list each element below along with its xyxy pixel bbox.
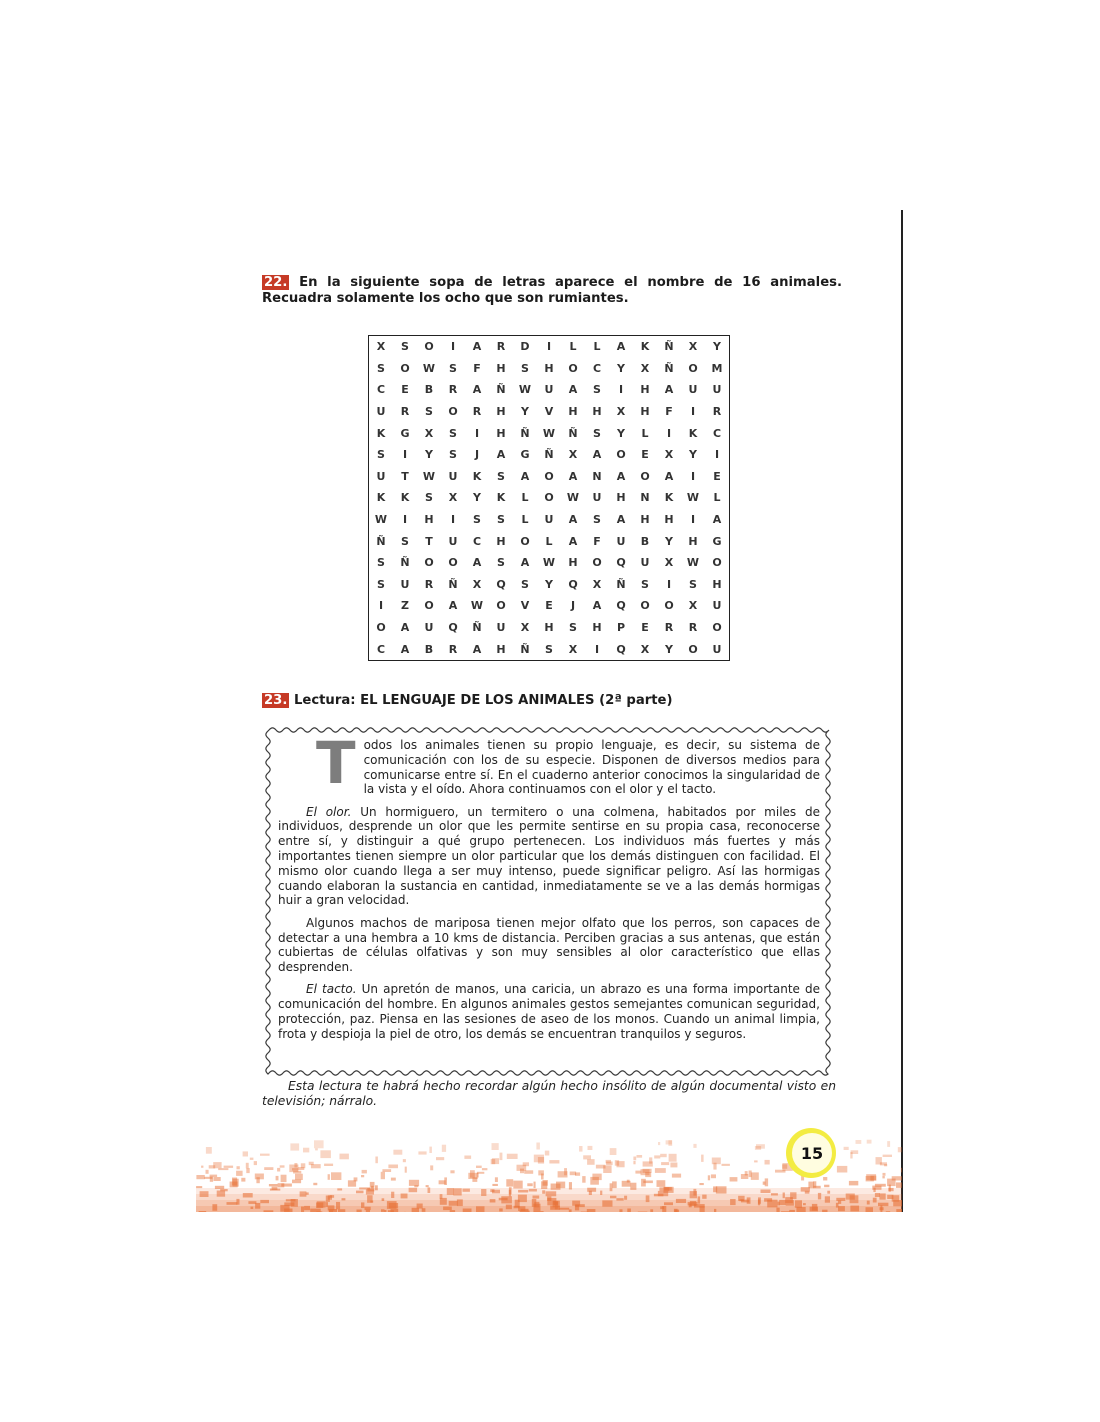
grid-letter[interactable]: L xyxy=(521,491,529,505)
grid-letter[interactable]: M xyxy=(711,361,723,375)
grid-letter[interactable]: H xyxy=(568,556,578,570)
grid-letter[interactable]: R xyxy=(424,577,434,591)
grid-letter[interactable]: I xyxy=(690,405,696,419)
grid-letter[interactable]: S xyxy=(521,361,529,375)
grid-letter[interactable]: O xyxy=(592,556,602,570)
grid-letter[interactable]: X xyxy=(688,599,698,613)
grid-letter[interactable]: W xyxy=(566,491,580,505)
grid-letter[interactable]: G xyxy=(712,534,722,548)
grid-letter[interactable]: O xyxy=(424,556,434,570)
grid-letter[interactable]: R xyxy=(712,405,722,419)
grid-letter[interactable]: S xyxy=(545,642,553,656)
grid-letter[interactable]: F xyxy=(665,405,673,419)
grid-letter[interactable]: H xyxy=(496,534,506,548)
grid-letter[interactable]: I xyxy=(690,513,696,527)
grid-letter[interactable]: O xyxy=(448,405,458,419)
grid-letter[interactable]: A xyxy=(472,383,482,397)
grid-letter[interactable]: H xyxy=(640,405,650,419)
grid-letter[interactable]: L xyxy=(641,426,649,440)
grid-letter[interactable]: Ñ xyxy=(544,448,554,462)
page-number: 15 xyxy=(792,1133,832,1173)
reading-paragraph-tacto xyxy=(278,982,820,1041)
grid-letter[interactable]: I xyxy=(666,577,672,591)
grid-letter[interactable]: S xyxy=(641,577,649,591)
exercise-23-number: 23. xyxy=(264,693,288,708)
grid-letter[interactable]: U xyxy=(544,383,554,397)
grid-letter[interactable]: O xyxy=(568,361,578,375)
grid-letter[interactable]: H xyxy=(640,383,650,397)
grid-letter[interactable]: W xyxy=(542,426,556,440)
grid-letter[interactable]: Y xyxy=(473,491,481,505)
grid-letter[interactable]: O xyxy=(688,642,698,656)
grid-letter[interactable]: B xyxy=(424,383,434,397)
grid-letter[interactable]: U xyxy=(616,534,626,548)
grid-letter[interactable]: E xyxy=(641,448,649,462)
grid-letter[interactable]: A xyxy=(400,642,410,656)
grid-letter[interactable]: O xyxy=(640,469,650,483)
grid-letter[interactable]: Y xyxy=(713,340,721,354)
grid-letter[interactable]: S xyxy=(425,491,433,505)
grid-letter[interactable]: P xyxy=(616,621,626,635)
grid-letter[interactable]: W xyxy=(470,599,484,613)
grid-letter[interactable]: U xyxy=(496,621,506,635)
section-label-olor: El olor. xyxy=(306,804,352,819)
grid-letter[interactable]: A xyxy=(568,469,578,483)
exercise-23-heading xyxy=(262,693,842,709)
reading-paragraph-olor-text: Un hormiguero, un termitero o una colmena, habitados por miles de individuos, desprende un olor que les permite sentirse en su propia casa, reconocerse entre sí, y distinguir a qué grupo pertenecen. Los individuos más fuertes y más importantes tienen siempre un olor particular que los demás distinguen con facilidad. El mismo olor cuando llega a ser muy intenso, puede significar peligro. Así las hormigas cuando elaboran la sustancia en cantidad, inmediatamente se ve a las demás hormigas huir a gran velocidad. xyxy=(278,804,820,908)
grid-letter[interactable]: U xyxy=(592,491,602,505)
grid-letter[interactable]: A xyxy=(472,340,482,354)
grid-letter[interactable]: R xyxy=(472,405,482,419)
grid-letter[interactable]: Q xyxy=(616,556,626,570)
grid-letter[interactable]: Q xyxy=(568,577,578,591)
grid-letter[interactable]: A xyxy=(472,556,482,570)
grid-letter[interactable]: A xyxy=(496,448,506,462)
grid-letter[interactable]: O xyxy=(664,599,674,613)
grid-letter[interactable]: O xyxy=(616,448,626,462)
grid-letter[interactable]: X xyxy=(640,361,650,375)
grid-letter[interactable]: A xyxy=(520,469,530,483)
grid-letter[interactable]: U xyxy=(688,383,698,397)
grid-letter[interactable]: G xyxy=(400,426,410,440)
grid-letter[interactable]: Y xyxy=(545,577,553,591)
grid-letter[interactable]: A xyxy=(472,642,482,656)
word-search-frame xyxy=(368,335,730,661)
grid-letter[interactable]: A xyxy=(520,556,530,570)
grid-letter[interactable]: S xyxy=(497,469,505,483)
grid-letter[interactable]: S xyxy=(593,383,601,397)
grid-letter[interactable]: N xyxy=(640,491,650,505)
grid-letter[interactable]: W xyxy=(542,556,556,570)
grid-letter[interactable]: Q xyxy=(496,577,506,591)
reading-paragraph-mariposa: Algunos machos de mariposa tienen mejor olfato que los perros, son capaces de detectar a una hembra a 10 kms de distancia. Perciben gracias a sus antenas, que están cubiertas de células olfativas y son muy sensibles al olor característico que ellas desprenden. xyxy=(278,915,820,975)
grid-letter[interactable]: H xyxy=(496,405,506,419)
grid-letter[interactable]: O xyxy=(544,469,554,483)
grid-letter[interactable]: I xyxy=(714,448,720,462)
grid-letter[interactable]: H xyxy=(688,534,698,548)
grid-letter[interactable]: X xyxy=(520,621,530,635)
grid-letter[interactable]: S xyxy=(377,577,385,591)
grid-letter[interactable]: A xyxy=(400,621,410,635)
grid-letter[interactable]: A xyxy=(448,599,458,613)
grid-letter[interactable]: I xyxy=(474,426,480,440)
grid-letter[interactable]: U xyxy=(640,556,650,570)
grid-letter[interactable]: S xyxy=(473,513,481,527)
grid-letter[interactable]: H xyxy=(640,513,650,527)
grid-letter[interactable]: H xyxy=(496,642,506,656)
grid-letter[interactable]: I xyxy=(546,340,552,354)
grid-letter[interactable]: X xyxy=(640,642,650,656)
grid-letter[interactable]: Ñ xyxy=(664,361,674,375)
grid-letter[interactable]: S xyxy=(521,577,529,591)
grid-letter[interactable]: K xyxy=(376,426,386,440)
grid-letter[interactable]: S xyxy=(449,448,457,462)
grid-letter[interactable]: A xyxy=(568,534,578,548)
grid-letter[interactable]: O xyxy=(448,556,458,570)
grid-letter[interactable]: H xyxy=(496,361,506,375)
grid-letter[interactable]: S xyxy=(401,534,409,548)
grid-letter[interactable]: X xyxy=(448,491,458,505)
grid-letter[interactable]: F xyxy=(593,534,601,548)
grid-letter[interactable]: Ñ xyxy=(568,426,578,440)
grid-letter[interactable]: I xyxy=(378,599,384,613)
grid-letter[interactable]: Z xyxy=(401,599,409,613)
grid-letter[interactable]: X xyxy=(472,577,482,591)
grid-letter[interactable]: S xyxy=(401,340,409,354)
grid-letter[interactable]: X xyxy=(616,405,626,419)
grid-letter[interactable]: H xyxy=(544,361,554,375)
grid-letter[interactable]: O xyxy=(544,491,554,505)
grid-letter[interactable]: K xyxy=(472,469,482,483)
exercise-22-text: En la siguiente sopa de letras aparece el nombre de 16 animales. Recuadra solamente los ocho que son rumiantes. xyxy=(262,275,843,306)
grid-letter[interactable]: Y xyxy=(665,534,673,548)
grid-letter[interactable]: L xyxy=(713,491,721,505)
reading-box xyxy=(262,724,834,1079)
exercise-22-number: 22. xyxy=(264,275,288,290)
grid-letter[interactable]: Ñ xyxy=(400,556,410,570)
grid-letter[interactable]: S xyxy=(497,556,505,570)
grid-letter[interactable]: U xyxy=(448,534,458,548)
grid-letter[interactable]: A xyxy=(568,383,578,397)
grid-letter[interactable]: S xyxy=(497,513,505,527)
grid-letter[interactable]: U xyxy=(712,383,722,397)
grid-letter[interactable]: X xyxy=(688,340,698,354)
grid-letter[interactable]: Ñ xyxy=(616,577,626,591)
grid-letter[interactable]: W xyxy=(374,513,388,527)
grid-letter[interactable]: O xyxy=(376,621,386,635)
grid-letter[interactable]: O xyxy=(520,534,530,548)
grid-letter[interactable]: C xyxy=(472,534,482,548)
grid-letter[interactable]: J xyxy=(474,448,480,462)
grid-letter[interactable]: H xyxy=(496,426,506,440)
grid-letter[interactable]: R xyxy=(688,621,698,635)
drop-cap: T xyxy=(316,729,356,797)
grid-letter[interactable]: G xyxy=(520,448,530,462)
grid-letter[interactable]: U xyxy=(544,513,554,527)
writing-task: Esta lectura te habrá hecho recordar algún hecho insólito de algún documental visto en televisión; nárralo. xyxy=(262,1079,836,1108)
grid-letter[interactable]: I xyxy=(618,383,624,397)
grid-letter[interactable]: B xyxy=(424,642,434,656)
grid-letter[interactable]: L xyxy=(569,340,577,354)
grid-letter[interactable]: C xyxy=(376,642,386,656)
grid-letter[interactable]: N xyxy=(592,469,602,483)
grid-letter[interactable]: S xyxy=(377,361,385,375)
grid-letter[interactable]: S xyxy=(689,577,697,591)
grid-letter[interactable]: I xyxy=(594,642,600,656)
grid-letter[interactable]: A xyxy=(592,599,602,613)
grid-letter[interactable]: H xyxy=(592,621,602,635)
grid-letter[interactable]: I xyxy=(402,448,408,462)
grid-letter[interactable]: X xyxy=(568,642,578,656)
grid-letter[interactable]: V xyxy=(520,599,530,613)
grid-letter[interactable]: H xyxy=(424,513,434,527)
grid-letter[interactable]: H xyxy=(592,405,602,419)
grid-letter[interactable]: E xyxy=(545,599,553,613)
grid-letter[interactable]: H xyxy=(568,405,578,419)
grid-letter[interactable]: V xyxy=(544,405,554,419)
grid-letter[interactable]: U xyxy=(712,599,722,613)
grid-letter[interactable]: J xyxy=(570,599,576,613)
grid-letter[interactable]: H xyxy=(712,577,722,591)
grid-letter[interactable]: S xyxy=(593,426,601,440)
grid-letter[interactable]: D xyxy=(520,340,530,354)
reading-paragraph-intro xyxy=(278,729,820,797)
grid-letter[interactable]: X xyxy=(664,556,674,570)
grid-letter[interactable]: A xyxy=(664,383,674,397)
grid-letter[interactable]: S xyxy=(449,361,457,375)
grid-letter[interactable]: Ñ xyxy=(472,621,482,635)
grid-letter[interactable]: A xyxy=(616,469,626,483)
page-margin-rule xyxy=(901,210,903,1212)
grid-letter[interactable]: E xyxy=(401,383,409,397)
grid-letter[interactable]: X xyxy=(376,340,386,354)
grid-letter[interactable]: A xyxy=(616,340,626,354)
grid-letter[interactable]: R xyxy=(496,340,506,354)
grid-letter[interactable]: K xyxy=(688,426,698,440)
grid-letter[interactable]: Y xyxy=(617,426,625,440)
grid-letter[interactable]: R xyxy=(448,383,458,397)
grid-letter[interactable]: A xyxy=(616,513,626,527)
grid-letter[interactable]: I xyxy=(450,340,456,354)
grid-letter[interactable]: U xyxy=(376,405,386,419)
grid-letter[interactable]: E xyxy=(713,469,721,483)
grid-letter[interactable]: H xyxy=(544,621,554,635)
reading-paragraph-tacto-text: Un apretón de manos, una caricia, un abrazo es una forma importante de comunicación del hombre. En algunos animales gestos semejantes comunican seguridad, protección, paz. Piensa en las sesiones de aseo de los monos. Cuando un animal limpia, frota y despioja la piel de otro, los demás se encuentran tranquilos y seguros. xyxy=(278,982,821,1041)
grid-letter[interactable]: E xyxy=(641,621,649,635)
grid-letter[interactable]: K xyxy=(496,491,506,505)
grid-letter[interactable]: T xyxy=(425,534,433,548)
grid-letter[interactable]: X xyxy=(592,577,602,591)
grid-letter[interactable]: U xyxy=(448,469,458,483)
grid-letter[interactable]: X xyxy=(424,426,434,440)
grid-letter[interactable]: O xyxy=(424,340,434,354)
grid-letter[interactable]: U xyxy=(712,642,722,656)
grid-letter[interactable]: W xyxy=(422,361,436,375)
grid-letter[interactable]: Ñ xyxy=(448,577,458,591)
grid-letter[interactable]: L xyxy=(545,534,553,548)
grid-letter[interactable]: O xyxy=(640,599,650,613)
grid-letter[interactable]: R xyxy=(448,642,458,656)
grid-letter[interactable]: W xyxy=(422,469,436,483)
grid-letter[interactable]: W xyxy=(686,491,700,505)
grid-letter[interactable]: Ñ xyxy=(664,340,674,354)
grid-letter[interactable]: H xyxy=(616,491,626,505)
grid-letter[interactable]: U xyxy=(376,469,386,483)
section-label-tacto: El tacto. xyxy=(306,982,357,997)
grid-letter[interactable]: Q xyxy=(448,621,458,635)
grid-letter[interactable]: L xyxy=(521,513,529,527)
grid-letter[interactable]: U xyxy=(424,621,434,635)
grid-letter[interactable]: K xyxy=(664,491,674,505)
grid-letter[interactable]: I xyxy=(402,513,408,527)
grid-letter[interactable]: Y xyxy=(689,448,697,462)
grid-letter[interactable]: F xyxy=(473,361,481,375)
grid-letter[interactable]: O xyxy=(400,361,410,375)
grid-letter[interactable]: A xyxy=(712,513,722,527)
grid-letter[interactable]: H xyxy=(664,513,674,527)
grid-letter[interactable]: C xyxy=(712,426,722,440)
grid-letter[interactable]: R xyxy=(664,621,674,635)
grid-letter[interactable]: S xyxy=(377,448,385,462)
grid-letter[interactable]: C xyxy=(592,361,602,375)
grid-letter[interactable]: Ñ xyxy=(520,426,530,440)
reading-text xyxy=(278,729,821,1049)
grid-letter[interactable]: Y xyxy=(425,448,433,462)
grid-letter[interactable]: S xyxy=(593,513,601,527)
grid-letter[interactable]: T xyxy=(401,469,409,483)
grid-letter[interactable]: L xyxy=(593,340,601,354)
grid-letter[interactable]: Ñ xyxy=(496,383,506,397)
grid-letter[interactable]: O xyxy=(688,361,698,375)
grid-letter[interactable]: S xyxy=(569,621,577,635)
grid-letter[interactable]: Q xyxy=(616,642,626,656)
grid-letter[interactable]: R xyxy=(400,405,410,419)
grid-letter[interactable]: Y xyxy=(617,361,625,375)
grid-letter[interactable]: Ñ xyxy=(520,642,530,656)
grid-letter[interactable]: Y xyxy=(665,642,673,656)
grid-letter[interactable]: S xyxy=(425,405,433,419)
grid-letter[interactable]: O xyxy=(496,599,506,613)
grid-letter[interactable]: O xyxy=(424,599,434,613)
grid-letter[interactable]: A xyxy=(592,448,602,462)
grid-letter[interactable]: W xyxy=(518,383,532,397)
grid-letter[interactable]: O xyxy=(712,556,722,570)
grid-letter[interactable]: K xyxy=(640,340,650,354)
grid-letter[interactable]: K xyxy=(376,491,386,505)
grid-letter[interactable]: Q xyxy=(616,599,626,613)
grid-letter[interactable]: X xyxy=(664,448,674,462)
grid-letter[interactable]: A xyxy=(568,513,578,527)
exercise-22-heading xyxy=(262,275,842,306)
grid-letter[interactable]: O xyxy=(712,621,722,635)
grid-letter[interactable]: U xyxy=(400,577,410,591)
grid-letter[interactable]: I xyxy=(690,469,696,483)
grid-letter[interactable]: B xyxy=(640,534,650,548)
grid-letter[interactable]: Ñ xyxy=(376,534,386,548)
grid-letter[interactable]: I xyxy=(450,513,456,527)
grid-letter[interactable]: K xyxy=(400,491,410,505)
grid-letter[interactable]: A xyxy=(664,469,674,483)
grid-letter[interactable]: C xyxy=(376,383,386,397)
word-search-grid xyxy=(369,336,729,660)
reading-paragraph-intro-text: odos los animales tienen su propio lenguaje, es decir, su sistema de comunicación con los de su especie. Disponen de diversos medios para comunicarse entre sí. En el cuaderno anterior conocimos la singularidad de la vista y el oído. Ahora continuamos con el olor y el tacto. xyxy=(363,738,820,797)
grid-letter[interactable]: W xyxy=(686,556,700,570)
grid-letter[interactable]: I xyxy=(666,426,672,440)
grid-letter[interactable]: Y xyxy=(521,405,529,419)
grid-letter[interactable]: X xyxy=(568,448,578,462)
exercise-22-question xyxy=(262,275,842,306)
exercise-23-title: Lectura: EL LENGUAJE DE LOS ANIMALES (2ª parte) xyxy=(293,693,673,708)
reading-paragraph-olor xyxy=(278,805,820,909)
grid-letter[interactable]: S xyxy=(377,556,385,570)
grid-letter[interactable]: S xyxy=(449,426,457,440)
